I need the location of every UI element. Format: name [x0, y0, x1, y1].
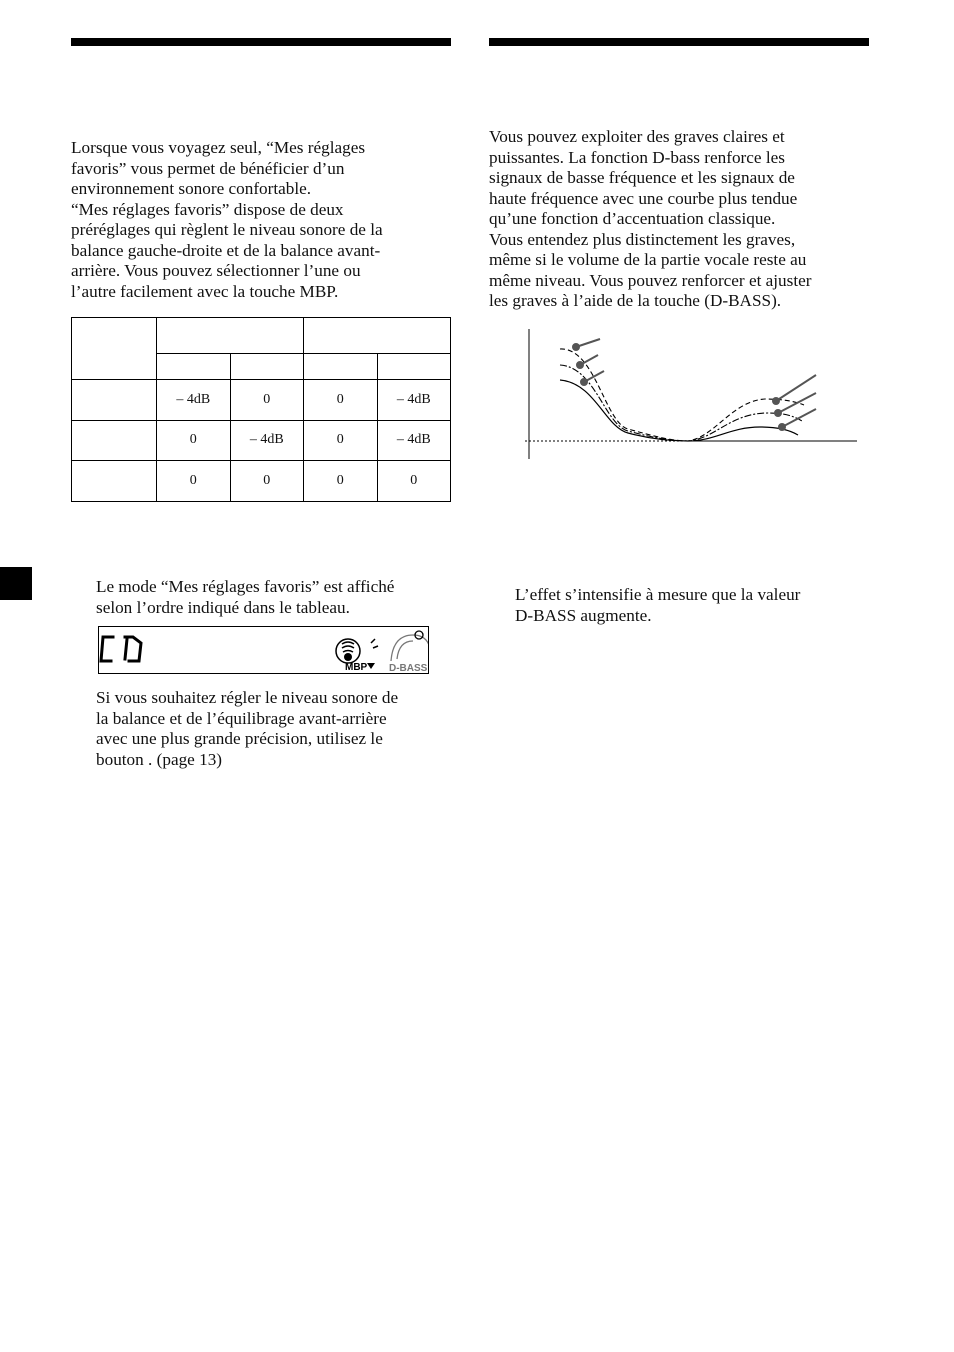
table-cell: 0 — [230, 461, 304, 502]
table-row — [72, 420, 451, 461]
mbp-intro-paragraph: Lorsque vous voyagez seul, “Mes réglages favoris” vous permet de bénéficier d’un environnement sonore confortable. “Mes réglages favoris” dispose de deux préréglages qui règlent le niveau sonore de la balance gauche-droite et de la balance avant- arrière. Vous pouvez sélectionner l’une ou l’autre facilement avec la touche MBP. — [71, 138, 383, 301]
table-group-header-1 — [157, 318, 304, 354]
svg-text:D-BASS: D-BASS — [389, 663, 428, 674]
curve-callouts — [573, 339, 816, 430]
mbp-indicator-icon — [336, 639, 378, 673]
page-edge-tab — [0, 567, 32, 600]
table-cell: 0 — [230, 380, 304, 421]
table-cell: – 4dB — [157, 380, 231, 421]
table-subheader-3 — [304, 354, 378, 380]
table-row — [72, 380, 451, 421]
dbass-intro-paragraph: Vous pouvez exploiter des graves claires et puissantes. La fonction D-bass renforce les signaux de basse fréquence et les signaux de haute fréquence avec une courbe plus tendue qu’une fonction d’accentuation classique. Vous entendez plus distinctement les graves, même si le volume de la partie vocale reste au même niveau. Vous pouvez renforcer et ajuster les graves à l’aide de la touche (D-BASS). — [489, 127, 812, 310]
table-row — [72, 461, 451, 502]
table-corner-cell — [72, 318, 157, 380]
balance-fader-tip: Si vous souhaitez régler le niveau sonore de la balance et de l’équilibrage avant-arrière avec une plus grande précision, utilisez le bouton . (page 13) — [96, 688, 399, 769]
table-cell: – 4dB — [377, 420, 451, 461]
table-subheader-1 — [157, 354, 231, 380]
table-subheader-2 — [230, 354, 304, 380]
table-cell: – 4dB — [377, 380, 451, 421]
table-cell: 0 — [304, 380, 378, 421]
dbass-curve-level-1 — [560, 380, 798, 441]
lcd-cd-segment-text — [101, 637, 141, 661]
dbass-effect-note: L’effet s’intensifie à mesure que la valeur D-BASS augmente. — [515, 585, 801, 625]
lcd-display-illustration — [98, 626, 429, 674]
table-row-header — [72, 461, 157, 502]
table-cell: 0 — [377, 461, 451, 502]
table-cell: 0 — [304, 420, 378, 461]
table-cell: – 4dB — [230, 420, 304, 461]
left-section-rule — [71, 38, 451, 46]
table-subheader-4 — [377, 354, 451, 380]
dbass-indicator-icon — [389, 631, 429, 674]
mbp-display-note: Le mode “Mes réglages favoris” est affiché selon l’ordre indiqué dans le tableau. — [96, 577, 395, 617]
table-cell: 0 — [157, 461, 231, 502]
mbp-settings-table — [71, 317, 451, 502]
table-group-header-2 — [304, 318, 451, 354]
right-section-rule — [489, 38, 869, 46]
table-row-header — [72, 380, 157, 421]
table-cell: 0 — [157, 420, 231, 461]
table-row-header — [72, 420, 157, 461]
svg-text:MBP: MBP — [345, 662, 368, 673]
dbass-curve-diagram — [520, 325, 865, 465]
table-cell: 0 — [304, 461, 378, 502]
